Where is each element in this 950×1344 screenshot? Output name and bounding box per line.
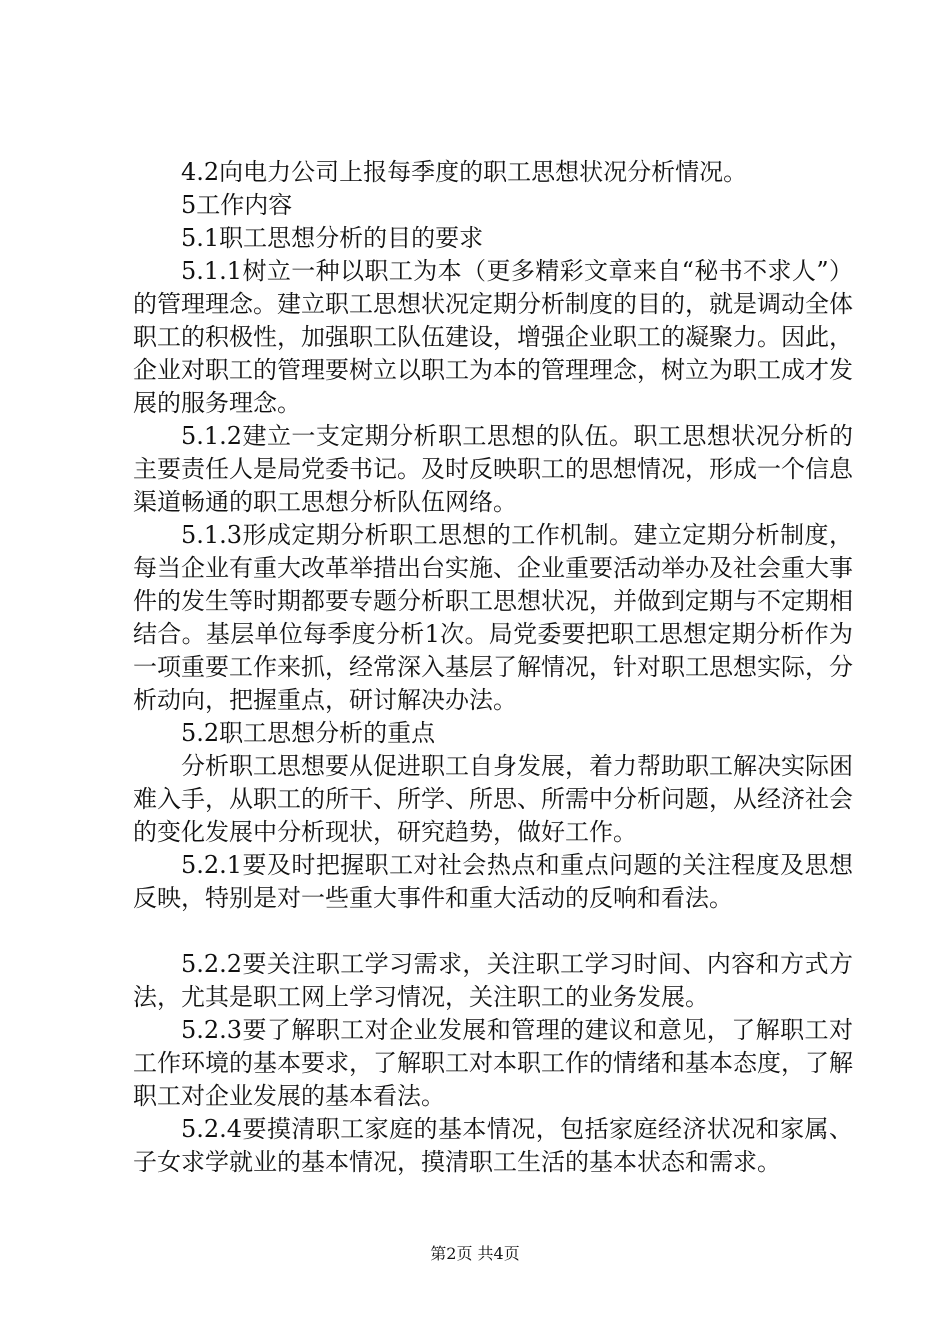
paragraph-5-2-2: 5.2.2要关注职工学习需求，关注职工学习时间、内容和方式方法，尤其是职工网上学习情况，关注职工的业务发展。 [133,950,853,1011]
paragraph-5-2-3: 5.2.3要了解职工对企业发展和管理的建议和意见，了解职工对工作环境的基本要求，了解职工对本职工作的情绪和基本态度，了解职工对企业发展的基本看法。 [133,1016,853,1110]
paragraph-5-2-1: 5.2.1要及时把握职工对社会热点和重点问题的关注程度及思想反映，特别是对一些重大事件和重大活动的反响和看法。 [133,851,853,912]
paragraph-5-1-2: 5.1.2建立一支定期分析职工思想的队伍。职工思想状况分析的主要责任人是局党委书记。及时反映职工的思想情况，形成一个信息渠道畅通的职工思想分析队伍网络。 [133,422,853,516]
paragraph-5-2-4: 5.2.4要摸清职工家庭的基本情况，包括家庭经济状况和家属、子女求学就业的基本情况，摸清职工生活的基本状态和需求。 [133,1115,853,1176]
heading-5-1: 5.1职工思想分析的目的要求 [181,224,484,252]
paragraph-4-2: 4.2向电力公司上报每季度的职工思想状况分析情况。 [181,158,748,186]
paragraph-5-1-3: 5.1.3形成定期分析职工思想的工作机制。建立定期分析制度，每当企业有重大改革举措出台实施、企业重要活动举办及社会重大事件的发生等时期都要专题分析职工思想状况，并做到定期与不定期相结合。基层单位每季度分析1次。局党委要把职工思想定期分析作为一项重要工作来抓，经常深入基层了解情况，针对职工思想实际，分析动向，把握重点，研讨解决办法。 [133,521,853,714]
paragraph-5-2-intro: 分析职工思想要从促进职工自身发展，着力帮助职工解决实际困难入手，从职工的所干、所学、所思、所需中分析问题，从经济社会的变化发展中分析现状，研究趋势，做好工作。 [133,752,853,846]
document-body [133,156,853,1179]
heading-5-2: 5.2职工思想分析的重点 [181,719,436,747]
paragraph-5-1-1: 5.1.1树立一种以职工为本（更多精彩文章来自“秘书不求人”）的管理理念。建立职工思想状况定期分析制度的目的，就是调动全体职工的积极性，加强职工队伍建设，增强企业职工的凝聚力。因此，企业对职工的管理要树立以职工为本的管理理念，树立为职工成才发展的服务理念。 [133,257,853,417]
page-number-footer: 第2页 共4页 [430,1244,520,1263]
heading-5: 5工作内容 [181,191,293,219]
